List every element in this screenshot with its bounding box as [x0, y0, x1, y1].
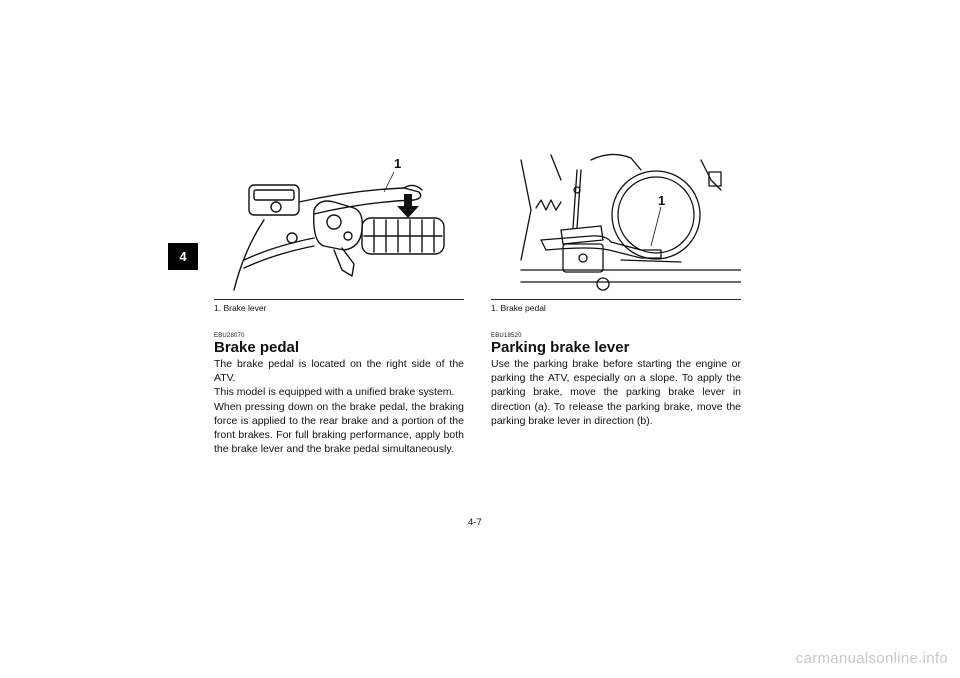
section-code: EBU18520	[491, 333, 522, 339]
figure-caption: 1. Brake pedal	[491, 303, 546, 313]
body-paragraph: This model is equipped with a unified brake system.	[214, 386, 455, 399]
brake-lever-drawing	[214, 150, 464, 295]
section-heading: Brake pedal	[214, 339, 300, 356]
section-heading: Parking brake lever	[491, 339, 630, 356]
caption-rule	[491, 299, 741, 300]
brake-lever-callout: 1	[394, 156, 402, 171]
body-paragraph: When pressing down on the brake pedal, the braking force is applied to the rear brake and a portion of the front brakes. For full braking performance, apply both the brake lever and the brake pedal simultaneously.	[214, 400, 464, 456]
brake-lever-illustration	[214, 150, 464, 295]
section-code: EBU28070	[214, 333, 245, 339]
left-column	[214, 150, 464, 456]
right-column	[491, 150, 741, 428]
page-number: 4-7	[468, 517, 482, 528]
chapter-tab: 4	[168, 243, 198, 270]
section-body	[491, 357, 741, 428]
brake-pedal-callout: 1	[658, 193, 666, 208]
caption-rule	[214, 299, 464, 300]
body-paragraph: The brake pedal is located on the right side of the ATV.	[214, 358, 464, 385]
figure-caption: 1. Brake lever	[214, 303, 267, 313]
brake-pedal-illustration	[491, 150, 741, 295]
watermark[interactable]: carmanualsonline.info	[795, 650, 948, 667]
brake-pedal-drawing	[491, 150, 741, 295]
body-paragraph: Use the parking brake before starting the engine or parking the ATV, especially on a slope. To apply the parking brake, move the parking brake lever in direction (a). To release the parking brake, move the parking brake lever in direction (b).	[491, 358, 741, 427]
section-body	[214, 357, 464, 456]
